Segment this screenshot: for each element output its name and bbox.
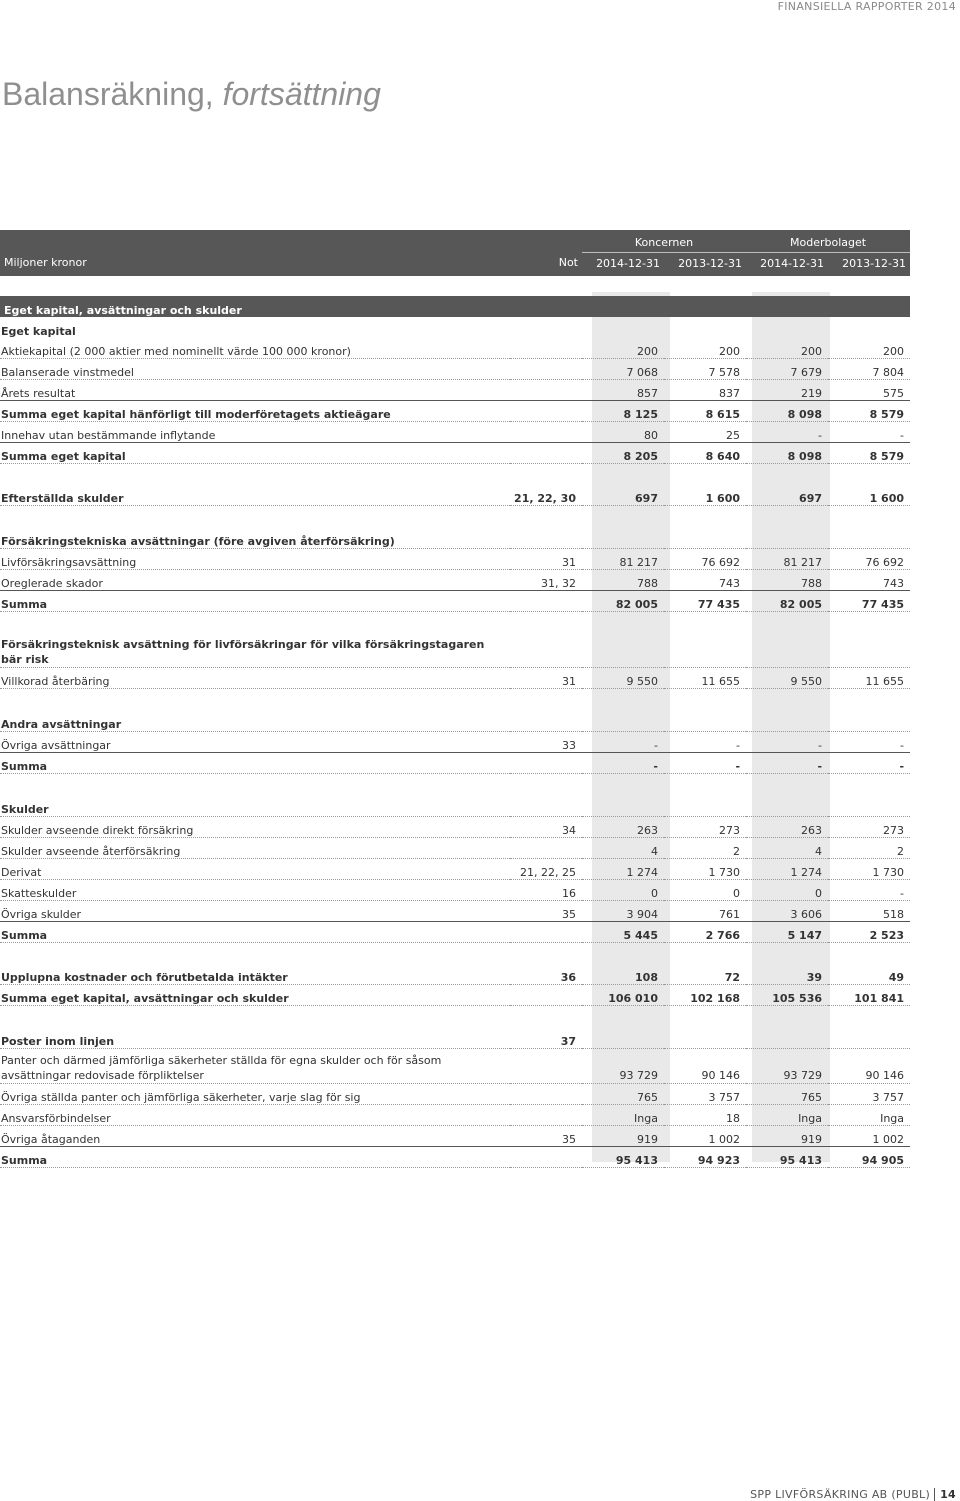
sum-row [0,443,910,464]
value-cell: 788 [582,570,664,591]
value-cell: 101 841 [828,985,910,1006]
value-cell: 8 125 [582,401,664,422]
row-label: Summa eget kapital [0,443,510,464]
value-cell: 18 [664,1105,746,1126]
date-header: 2013-12-31 [664,253,746,277]
value-cell: 81 217 [746,549,828,570]
value-cell: 93 729 [746,1049,828,1084]
value-cell [746,633,828,668]
value-cell: 81 217 [582,549,664,570]
value-cell: 575 [828,380,910,401]
note-ref [510,591,582,612]
note-ref [510,633,582,668]
value-cell: 8 640 [664,443,746,464]
value-cell: 5 445 [582,922,664,943]
not-header: Not [510,253,582,277]
row-label: Summa [0,591,510,612]
note-ref: 35 [510,901,582,922]
note-ref: 31 [510,668,582,689]
note-ref: 34 [510,817,582,838]
row-label: Övriga åtaganden [0,1126,510,1147]
note-ref [510,795,582,817]
table-row [0,1084,910,1105]
table-row [0,859,910,880]
value-cell [664,633,746,668]
value-cell [582,1027,664,1049]
value-cell: - [746,422,828,443]
section-subheader [0,317,910,338]
note-ref [510,922,582,943]
value-cell: 90 146 [664,1049,746,1084]
value-cell: 837 [664,380,746,401]
sum-row [0,753,910,774]
spacer-row [0,943,910,965]
value-cell: 82 005 [582,591,664,612]
value-cell: 102 168 [664,985,746,1006]
sum-row [0,922,910,943]
value-cell: 25 [664,422,746,443]
value-cell [828,633,910,668]
page-title-italic: fortsättning [222,76,381,112]
row-label: Summa [0,753,510,774]
spacer-row [0,612,910,634]
value-cell: 39 [746,964,828,985]
value-cell [746,795,828,817]
table-row [0,1049,910,1084]
value-cell: 200 [828,338,910,359]
row-label: Övriga skulder [0,901,510,922]
value-cell: 200 [664,338,746,359]
table-row [0,380,910,401]
note-ref [510,317,582,338]
row-label: Innehav utan bestämmande inflytande [0,422,510,443]
row-label: Oreglerade skador [0,570,510,591]
value-cell: 1 600 [828,485,910,506]
value-cell: 76 692 [664,549,746,570]
value-cell: 9 550 [746,668,828,689]
row-label: Balanserade vinstmedel [0,359,510,380]
value-cell: - [828,753,910,774]
value-cell: - [582,732,664,753]
value-cell: Inga [828,1105,910,1126]
value-cell [582,795,664,817]
note-ref [510,710,582,732]
row-label: Skatteskulder [0,880,510,901]
value-cell: 77 435 [664,591,746,612]
section-subheader [0,633,910,668]
row-label: Villkorad återbäring [0,668,510,689]
value-cell: 8 579 [828,401,910,422]
note-ref [510,380,582,401]
value-cell: 95 413 [746,1147,828,1168]
value-cell [582,633,664,668]
row-label: Aktiekapital (2 000 aktier med nominellt värde 100 000 kronor) [0,338,510,359]
row-label: Summa eget kapital hänförligt till moderföretagets aktieägare [0,401,510,422]
value-cell: 8 098 [746,443,828,464]
value-cell: 743 [828,570,910,591]
value-cell: 8 098 [746,401,828,422]
section-subheader [0,795,910,817]
spacer-row [0,506,910,528]
table-group-header [0,230,910,253]
value-cell [664,1027,746,1049]
value-cell: 0 [582,880,664,901]
row-label: Poster inom linjen [0,1027,510,1049]
value-cell: 263 [582,817,664,838]
section-header [0,296,910,317]
value-cell [746,317,828,338]
value-cell [664,710,746,732]
value-cell: 518 [828,901,910,922]
sum-row [0,485,910,506]
report-section-label: FINANSIELLA RAPPORTER 2014 [777,0,956,13]
sum-row [0,591,910,612]
note-ref: 33 [510,732,582,753]
value-cell: 49 [828,964,910,985]
value-cell: 743 [664,570,746,591]
value-cell: - [664,753,746,774]
spacer-row [0,464,910,486]
value-cell: 93 729 [582,1049,664,1084]
value-cell: 1 274 [746,859,828,880]
value-cell: 273 [664,817,746,838]
value-cell: 1 600 [664,485,746,506]
row-label: Derivat [0,859,510,880]
value-cell: 7 804 [828,359,910,380]
value-cell: Inga [582,1105,664,1126]
value-cell: 80 [582,422,664,443]
value-cell [746,1027,828,1049]
value-cell: 697 [582,485,664,506]
note-ref: 16 [510,880,582,901]
row-label: Efterställda skulder [0,485,510,506]
row-label: Försäkringstekniska avsättningar (före avgiven återförsäkring) [0,527,510,549]
value-cell [746,527,828,549]
value-cell: Inga [746,1105,828,1126]
row-label: Upplupna kostnader och förutbetalda intäkter [0,964,510,985]
value-cell: 11 655 [828,668,910,689]
table-row [0,570,910,591]
value-cell [828,710,910,732]
note-ref [510,401,582,422]
value-cell [582,527,664,549]
value-cell: - [828,732,910,753]
row-label: Årets resultat [0,380,510,401]
row-label: Summa [0,1147,510,1168]
value-cell: 77 435 [828,591,910,612]
value-cell: 4 [746,838,828,859]
value-cell: 94 923 [664,1147,746,1168]
value-cell: 3 757 [664,1084,746,1105]
value-cell [828,795,910,817]
value-cell: 0 [664,880,746,901]
sum-row [0,985,910,1006]
row-label: Ansvarsförbindelser [0,1105,510,1126]
value-cell: 72 [664,964,746,985]
note-ref [510,753,582,774]
value-cell: 8 579 [828,443,910,464]
note-ref [510,1147,582,1168]
table-row [0,1105,910,1126]
note-ref [510,1084,582,1105]
note-ref: 35 [510,1126,582,1147]
value-cell: 76 692 [828,549,910,570]
value-cell: 7 679 [746,359,828,380]
value-cell: 2 766 [664,922,746,943]
row-label: Andra avsättningar [0,710,510,732]
note-ref: 21, 22, 30 [510,485,582,506]
unit-label: Miljoner kronor [0,253,510,277]
section-title: Eget kapital, avsättningar och skulder [0,296,910,317]
table-column-header [0,253,910,277]
value-cell: 857 [582,380,664,401]
value-cell: 697 [746,485,828,506]
note-ref [510,1049,582,1084]
note-ref [510,985,582,1006]
page-title-main: Balansräkning, [2,76,214,112]
value-cell: - [828,880,910,901]
row-label: Övriga avsättningar [0,732,510,753]
value-cell: 8 615 [664,401,746,422]
value-cell: 90 146 [828,1049,910,1084]
page-number: 14 [934,1488,956,1501]
value-cell: - [746,753,828,774]
value-cell: - [746,732,828,753]
note-ref [510,838,582,859]
balance-sheet-table [0,230,910,1168]
value-cell: 2 [664,838,746,859]
value-cell: - [664,732,746,753]
table-row [0,817,910,838]
row-label: Skulder avseende återförsäkring [0,838,510,859]
group-koncernen: Koncernen [582,230,746,253]
note-ref: 36 [510,964,582,985]
value-cell: - [828,422,910,443]
table-row [0,549,910,570]
date-header: 2014-12-31 [746,253,828,277]
spacer-row [0,1006,910,1028]
value-cell [664,795,746,817]
note-ref [510,422,582,443]
value-cell: 95 413 [582,1147,664,1168]
row-label: Skulder [0,795,510,817]
value-cell: 9 550 [582,668,664,689]
value-cell: - [582,753,664,774]
value-cell [664,317,746,338]
table-row [0,359,910,380]
value-cell [582,710,664,732]
value-cell: 4 [582,838,664,859]
value-cell: 3 606 [746,901,828,922]
value-cell: 200 [582,338,664,359]
row-label: Panter och därmed jämförliga säkerheter ställda för egna skulder och för såsom avsättningar redovisade förpliktelser [0,1049,510,1084]
page-footer [750,1488,956,1501]
table-row [0,880,910,901]
value-cell: 8 205 [582,443,664,464]
value-cell: 263 [746,817,828,838]
value-cell: 3 904 [582,901,664,922]
note-ref [510,443,582,464]
value-cell: 788 [746,570,828,591]
note-ref: 21, 22, 25 [510,859,582,880]
value-cell: 106 010 [582,985,664,1006]
section-subheader [0,527,910,549]
value-cell: 1 274 [582,859,664,880]
value-cell: 1 002 [828,1126,910,1147]
row-label: Övriga ställda panter och jämförliga säkerheter, varje slag för sig [0,1084,510,1105]
row-label: Försäkringsteknisk avsättning för livförsäkringar för vilka försäkringstagaren bär risk [0,633,510,668]
sum-row [0,964,910,985]
value-cell: 200 [746,338,828,359]
value-cell: 273 [828,817,910,838]
page-title [2,76,381,113]
section-subheader [0,1027,910,1049]
note-ref: 31 [510,549,582,570]
table-row [0,1126,910,1147]
footer-company: SPP LIVFÖRSÄKRING AB (PUBL) [750,1488,931,1501]
value-cell: 105 536 [746,985,828,1006]
table-row [0,422,910,443]
value-cell: 765 [746,1084,828,1105]
note-ref: 37 [510,1027,582,1049]
value-cell [828,527,910,549]
value-cell: 2 523 [828,922,910,943]
table-row [0,901,910,922]
value-cell: 7 578 [664,359,746,380]
value-cell: 108 [582,964,664,985]
table-row [0,732,910,753]
row-label: Livförsäkringsavsättning [0,549,510,570]
note-ref [510,527,582,549]
date-header: 2013-12-31 [828,253,910,277]
value-cell [664,527,746,549]
row-label: Summa [0,922,510,943]
row-label: Eget kapital [1,325,76,338]
value-cell: 3 757 [828,1084,910,1105]
spacer-row [0,774,910,796]
value-cell: 219 [746,380,828,401]
table-row [0,338,910,359]
group-moderbolaget: Moderbolaget [746,230,910,253]
value-cell: 11 655 [664,668,746,689]
date-header: 2014-12-31 [582,253,664,277]
sum-row [0,401,910,422]
value-cell [582,317,664,338]
value-cell: 82 005 [746,591,828,612]
value-cell: 919 [746,1126,828,1147]
value-cell [828,1027,910,1049]
value-cell: 7 068 [582,359,664,380]
value-cell: 761 [664,901,746,922]
sum-row [0,1147,910,1168]
value-cell: 94 905 [828,1147,910,1168]
note-ref [510,359,582,380]
value-cell: 765 [582,1084,664,1105]
row-label: Summa eget kapital, avsättningar och skulder [0,985,510,1006]
value-cell: 5 147 [746,922,828,943]
note-ref [510,338,582,359]
value-cell: 919 [582,1126,664,1147]
note-ref [510,1105,582,1126]
note-ref: 31, 32 [510,570,582,591]
value-cell: 1 730 [664,859,746,880]
row-label: Skulder avseende direkt försäkring [0,817,510,838]
section-subheader [0,710,910,732]
spacer-row [0,689,910,711]
value-cell: 0 [746,880,828,901]
table-row [0,668,910,689]
value-cell: 1 002 [664,1126,746,1147]
table-row [0,838,910,859]
value-cell [828,317,910,338]
value-cell: 2 [828,838,910,859]
value-cell: 1 730 [828,859,910,880]
value-cell [746,710,828,732]
